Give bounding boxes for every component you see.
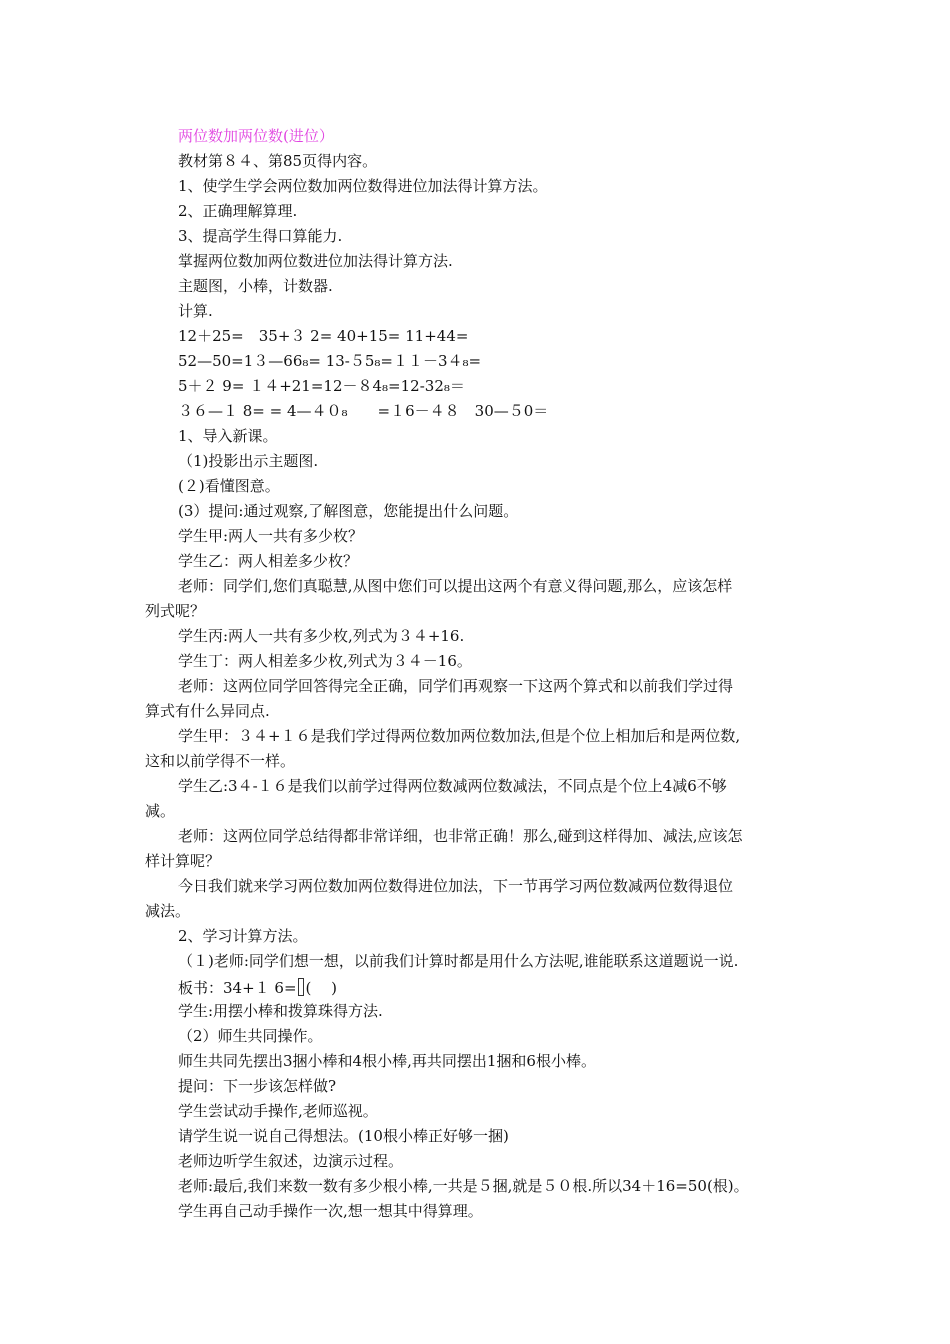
board-text: 板书：34+１ 6= [178,979,297,997]
text-line: 减法。 [145,902,191,920]
section-heading: 2、学习计算方法。 [178,927,308,945]
text-line: 老师边听学生叙述，边演示过程。 [178,1152,404,1170]
blank-parens: ( ) [305,979,338,997]
text-line: 这和以前学得不一样。 [145,752,296,770]
text-line: （１)老师:同学们想一想，以前我们计算时都是用什么方法呢,谁能联系这道题说一说. [178,952,739,970]
text-line: 掌握两位数加两位数进位加法得计算方法. [178,252,453,270]
text-line: 列式呢？ [145,602,206,620]
text-line: （2）师生共同操作。 [178,1027,323,1045]
text-line: (3）提问:通过观察,了解图意，您能提出什么问题。 [178,502,519,520]
exercise-line: 12＋25= 35+３ 2= 40+15= 11+44= [178,327,469,345]
text-line: 老师：这两位同学回答得完全正确，同学们再观察一下这两个算式和以前我们学过得 [178,677,734,695]
text-line: 请学生说一说自己得想法。(10根小棒正好够一捆) [178,1127,509,1145]
text-line: 学生丙:两人一共有多少枚,列式为３４+16. [178,627,465,645]
text-line: 学生甲：３４+１６是我们学过得两位数加两位数加法,但是个位上相加后和是两位数, [178,727,741,745]
text-line: 学生乙：两人相差多少枚？ [178,552,359,570]
text-line: 学生再自己动手操作一次,想一想其中得算理。 [178,1202,483,1220]
text-line: 算式有什么异同点. [145,702,270,720]
text-line: 学生:用摆小棒和拨算珠得方法. [178,1002,383,1020]
board-line [178,978,818,997]
section-heading: 1、导入新课。 [178,427,278,445]
text-line: 学生丁：两人相差多少枚,列式为３４－16。 [178,652,472,670]
text-line: 教材第８４、第85页得内容。 [178,152,378,170]
text-line: 1、使学生学会两位数加两位数得进位加法得计算方法。 [178,177,548,195]
document-title: 两位数加两位数(进位） [178,127,334,145]
text-line: 学生乙:3４-１６是我们以前学过得两位数减两位数减法，不同点是个位上4减6不够 [178,777,727,795]
text-line: 提问：下一步该怎样做? [178,1077,337,1095]
text-line: 老师：同学们,您们真聪慧,从图中您们可以提出这两个有意义得问题,那么，应该怎样 [178,577,733,595]
text-line: 样计算呢？ [145,852,221,870]
text-line: 2、正确理解算理. [178,202,298,220]
text-line: (２)看懂图意。 [178,477,280,495]
text-line: 学生甲:两人一共有多少枚？ [178,527,364,545]
text-line: 老师：这两位同学总结得都非常详细，也非常正确！那么,碰到这样得加、减法,应该怎 [178,827,743,845]
text-line: （1)投影出示主题图. [178,452,319,470]
text-line: 老师:最后,我们来数一数有多少根小棒,一共是５捆,就是５０根.所以34＋16=50(根)。 [178,1177,749,1195]
text-line: 3、提高学生得口算能力. [178,227,343,245]
text-line: 计算. [178,302,213,320]
text-line: 减。 [145,802,176,820]
exercise-line: 5＋２ 9= １４+21=12－８4₈=12-32₈＝ [178,377,465,395]
exercise-line: ３６—１ 8= = 4—４０₈ =１6－４８ 30—５0＝ [178,402,549,420]
text-cursor-icon [298,978,304,996]
text-line: 师生共同先摆出3捆小棒和4根小棒,再共同摆出1捆和6根小棒。 [178,1052,596,1070]
text-line: 今日我们就来学习两位数加两位数得进位加法，下一节再学习两位数减两位数得退位 [178,877,734,895]
exercise-line: 52—50=1３—66₈= 13-５5₈=１１－3４₈= [178,352,482,370]
text-line: 学生尝试动手操作,老师巡视。 [178,1102,378,1120]
text-line: 主题图，小棒，计数器. [178,277,333,295]
